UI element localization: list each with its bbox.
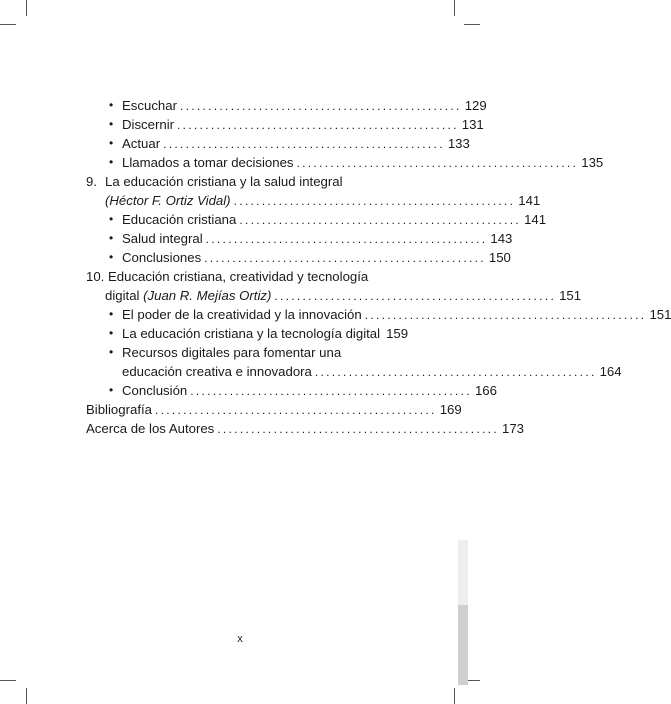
toc-entry [86, 343, 396, 362]
toc-entry [86, 115, 484, 134]
toc-about-authors [86, 419, 524, 438]
page-number: 135 [581, 155, 604, 170]
bullet-icon: • [109, 136, 114, 150]
chapter-author: (Héctor F. Ortiz Vidal) [105, 193, 231, 208]
toc-entry [86, 248, 511, 267]
page-number: 141 [518, 193, 541, 208]
leader-dots: .................................................. [204, 251, 486, 265]
page-number: 133 [447, 136, 470, 151]
page-number: 159 [386, 326, 409, 341]
page-number: 151 [559, 288, 582, 303]
crop-mark-top-right [454, 0, 455, 16]
leader-dots: .................................................. [364, 308, 647, 322]
leader-dots: .................................................. [296, 156, 579, 170]
leader-dots: .................................................. [314, 365, 597, 379]
entry-label: Salud integral [122, 231, 203, 246]
bullet-icon: • [109, 231, 114, 245]
page-number: 150 [488, 250, 511, 265]
entry-label: Bibliografía [86, 402, 152, 417]
toc-chapter-9 [86, 172, 396, 191]
toc-entry-continued [86, 362, 622, 381]
toc-entry [86, 210, 547, 229]
page-number: 141 [524, 212, 547, 227]
leader-dots: .................................................. [179, 99, 462, 113]
table-of-contents [86, 96, 671, 438]
leader-dots: .................................................. [239, 213, 522, 227]
bullet-icon: • [109, 307, 114, 321]
chapter-number: 9. [86, 174, 97, 189]
page-number: 169 [439, 402, 462, 417]
crop-mark-bottom-left [26, 688, 27, 704]
crop-mark-top-left [26, 0, 27, 16]
toc-entry [86, 305, 671, 324]
entry-label: El poder de la creatividad y la innovación [122, 307, 362, 322]
page-number: 166 [474, 383, 497, 398]
entry-label: Recursos digitales para fomentar una [122, 345, 342, 360]
leader-dots: .................................................. [190, 384, 472, 398]
bullet-icon: • [109, 117, 114, 131]
toc-chapter-10 [86, 267, 396, 286]
folio: x [237, 633, 243, 645]
toc-entry [86, 134, 470, 153]
crop-mark-bottom-right [454, 688, 455, 704]
toc-entry [86, 96, 487, 115]
entry-label: Llamados a tomar decisiones [122, 155, 294, 170]
toc-entry [86, 229, 513, 248]
margin-shade-dark [458, 605, 468, 685]
toc-entry [86, 381, 497, 400]
chapter-title-cont [105, 286, 271, 305]
page-number: 131 [461, 117, 484, 132]
toc-entry [86, 324, 409, 343]
page-number: 143 [490, 231, 513, 246]
leader-dots: .................................................. [177, 118, 459, 132]
leader-dots: .................................................. [274, 289, 557, 303]
entry-label: Acerca de los Autores [86, 421, 215, 436]
entry-label: educación creativa e innovadora [122, 364, 312, 379]
chapter-title-tail: digital [105, 288, 144, 303]
bullet-icon: • [109, 250, 114, 264]
entry-label: Educación cristiana [122, 212, 237, 227]
toc-chapter-10-author [86, 286, 582, 305]
bullet-icon: • [109, 212, 114, 226]
chapter-title: 10. Educación cristiana, creatividad y tecnología [86, 269, 369, 284]
toc-chapter-9-author [86, 191, 541, 210]
page-number: 164 [599, 364, 622, 379]
leader-dots: .................................................. [217, 422, 499, 436]
chapter-author: (Juan R. Mejías Ortiz) [143, 288, 272, 303]
entry-label: Escuchar [122, 98, 177, 113]
page-number: 173 [501, 421, 524, 436]
bullet-icon: • [109, 155, 114, 169]
page-number: 151 [649, 307, 671, 322]
page-number: 129 [464, 98, 487, 113]
entry-label: Conclusión [122, 383, 188, 398]
toc-entry [86, 153, 604, 172]
toc-bibliography [86, 400, 462, 419]
bullet-icon: • [109, 98, 114, 112]
entry-label: La educación cristiana y la tecnología digital [122, 326, 381, 341]
bullet-icon: • [109, 326, 114, 340]
chapter-title: La educación cristiana y la salud integral [105, 174, 343, 189]
bullet-icon: • [109, 345, 114, 359]
entry-label: Actuar [122, 136, 161, 151]
bullet-icon: • [109, 383, 114, 397]
leader-dots: .................................................. [233, 194, 516, 208]
crop-mark-top-left-h [0, 24, 16, 25]
crop-mark-bottom-left-h [0, 680, 16, 681]
leader-dots: .................................................. [154, 403, 437, 417]
leader-dots: .................................................. [205, 232, 488, 246]
leader-dots: .................................................. [163, 137, 445, 151]
entry-label: Conclusiones [122, 250, 202, 265]
entry-label: Discernir [122, 117, 175, 132]
crop-mark-top-right-h [464, 24, 480, 25]
